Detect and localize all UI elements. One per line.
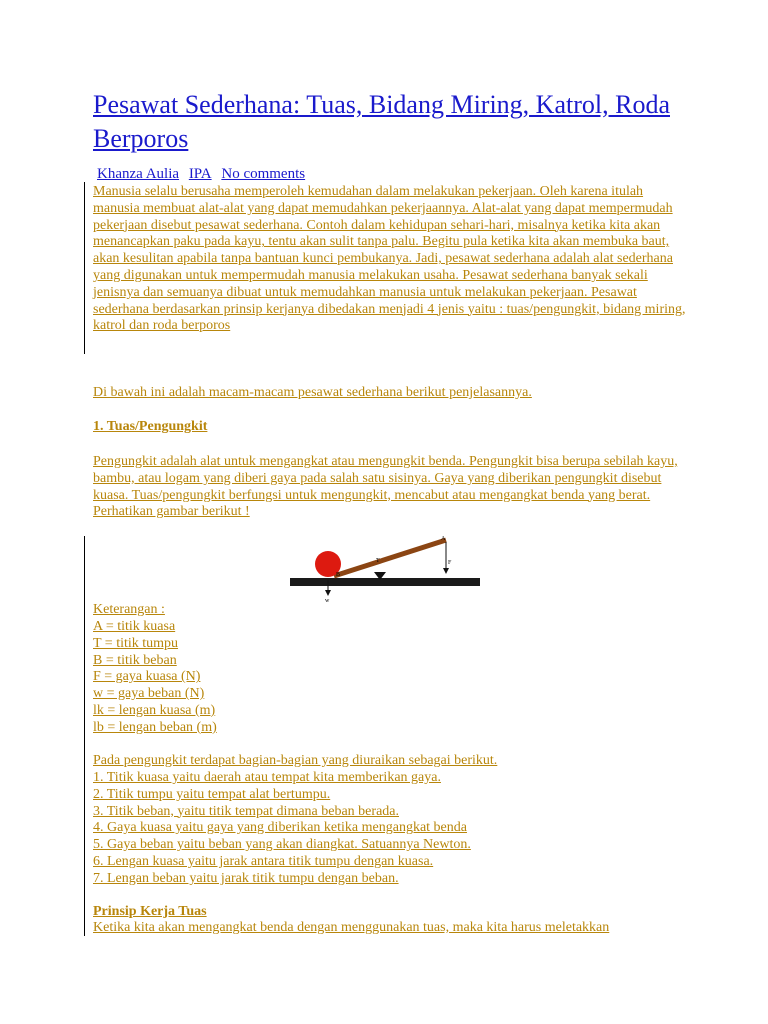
keterangan-list	[93, 619, 217, 737]
keterangan-item[interactable]: A = titik kuasa	[93, 619, 176, 634]
parts-item[interactable]: 1. Titik kuasa yaitu daerah atau tempat kita memberikan gaya.	[93, 770, 441, 785]
tuas-paragraph[interactable]: Pengungkit adalah alat untuk mengangkat atau mengungkit benda. Pengungkit bisa berupa sebilah kayu, bambu, atau logam yang diberi gaya pada salah satu sisinya. Gaya yang diberikan pengungkit disebut kuasa. Tuas/pengungkit berfungsi untuk mengungkit, mencabut atau mengangkat benda yang berat. Perhatikan gambar berikut !	[93, 454, 678, 520]
article-title[interactable]: Pesawat Sederhana: Tuas, Bidang Miring, Katrol, Roda Berporos	[93, 90, 670, 153]
intro-paragraph[interactable]: Manusia selalu berusaha memperoleh kemudahan dalam melakukan pekerjaan. Oleh karena itulah manusia membuat alat-alat yang dapat memudahkan pekerjaannya. Alat-alat yang dapat mempermudah pekerjaan disebut pesawat sederhana. Contoh dalam kehidupan sehari-hari, misalnya ketika kita akan menancapkan paku pada kayu, tentu akan sulit tanpa palu. Begitu pula ketika kita akan membuka baut, akan kesulitan apabila tanpa bantuan kunci pembukanya. Jadi, pesawat sederhana adalah alat sederhana yang digunakan untuk mempermudah manusia melakukan usaha. Pesawat sederhana banyak sekali jenisnya dan semuanya dibuat untuk memudahkan manusia untuk melakukan pekerjaan. Pesawat sederhana berdasarkan prinsip kerjanya dibedakan menjadi 4 jenis yaitu : tuas/pengungkit, bidang miring, katrol dan roda berporos	[93, 184, 686, 334]
label-w: w	[325, 598, 330, 604]
parts-item[interactable]: 7. Lengan beban yaitu jarak titik tumpu dengan beban.	[93, 870, 399, 886]
label-F: F	[448, 560, 452, 566]
keterangan-item[interactable]: T = titik tumpu	[93, 635, 179, 651]
parts-item[interactable]: 5. Gaya beban yaitu beban yang akan diangkat. Satuannya Newton.	[93, 837, 471, 853]
label-A: A	[441, 536, 446, 542]
author-link[interactable]: Khanza Aulia	[97, 166, 180, 182]
parts-item[interactable]: 2. Titik tumpu yaitu tempat alat bertumpu.	[93, 786, 331, 802]
category-link[interactable]: IPA	[188, 166, 212, 182]
prinsip-heading[interactable]: Prinsip Kerja Tuas	[93, 904, 207, 919]
label-B: B	[336, 572, 341, 578]
keterangan-title[interactable]: Keterangan :	[93, 602, 165, 617]
force-arrowhead	[443, 568, 449, 574]
lever-beam	[334, 540, 446, 576]
lead-paragraph[interactable]: Di bawah ini adalah macam-macam pesawat sederhana berikut penjelasannya.	[93, 385, 532, 400]
keterangan-item[interactable]: lb = lengan beban (m)	[93, 719, 217, 735]
keterangan-item[interactable]: lk = lengan kuasa (m)	[93, 702, 216, 718]
post-meta	[97, 166, 311, 183]
ground-bar	[290, 578, 480, 586]
lever-diagram	[288, 534, 482, 604]
keterangan-item[interactable]: w = gaya beban (N)	[93, 686, 205, 702]
parts-item[interactable]: 4. Gaya kuasa yaitu gaya yang diberikan ketika mengangkat benda	[93, 820, 467, 836]
parts-item[interactable]: 3. Titik beban, yaitu titik tempat dimana beban berada.	[93, 803, 399, 819]
keterangan-item[interactable]: F = gaya kuasa (N)	[93, 669, 201, 685]
label-T: T	[376, 558, 380, 564]
left-rule	[84, 182, 85, 354]
weight-arrowhead	[325, 590, 331, 596]
parts-item[interactable]: 6. Lengan kuasa yaitu jarak antara titik tumpu dengan kuasa.	[93, 853, 434, 869]
parts-list	[93, 770, 471, 888]
prinsip-paragraph[interactable]: Ketika kita akan mengangkat benda dengan menggunakan tuas, maka kita harus meletakkan	[93, 920, 610, 935]
left-rule	[84, 536, 85, 936]
comments-link[interactable]: No comments	[221, 166, 306, 182]
keterangan-item[interactable]: B = titik beban	[93, 652, 177, 668]
parts-intro[interactable]: Pada pengungkit terdapat bagian-bagian yang diuraikan sebagai berikut.	[93, 753, 498, 768]
section-heading-tuas[interactable]: 1. Tuas/Pengungkit	[93, 419, 208, 434]
